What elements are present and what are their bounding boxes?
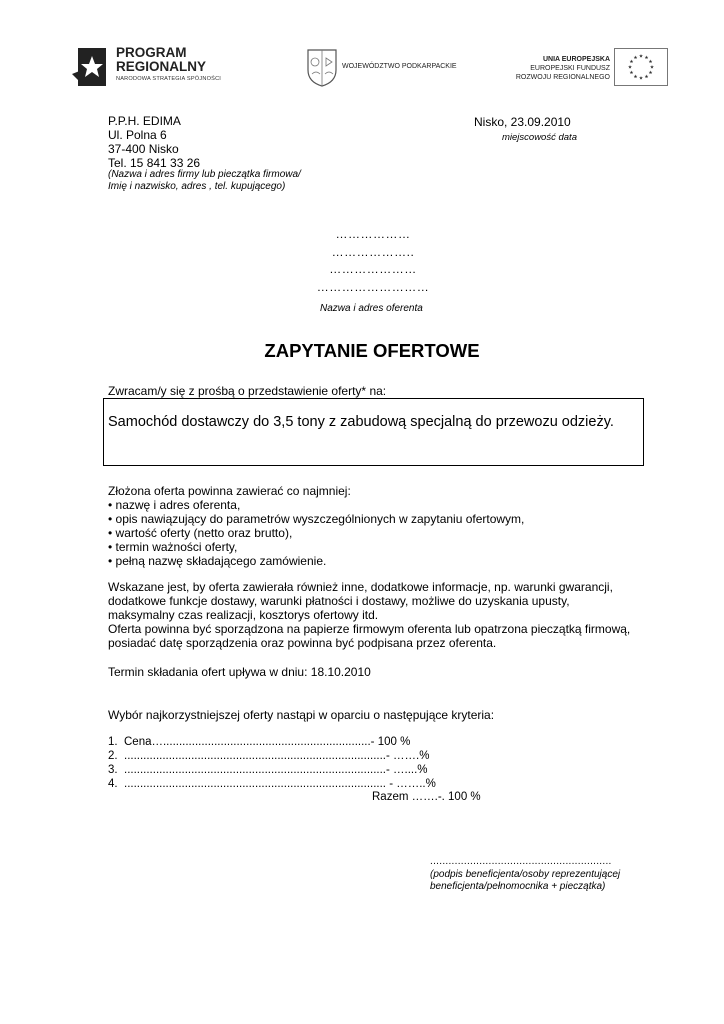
list-item: • opis nawiązujący do parametrów wyszczególnionych w zapytaniu ofertowym, <box>108 512 525 526</box>
program-title <box>116 46 206 74</box>
recipient-dots-line: ……………… <box>335 227 411 241</box>
sender-note-1: (Nazwa i adres firmy lub pieczątka firmowa/ <box>108 169 301 180</box>
eu-star <box>634 55 638 59</box>
criteria-number: 1. <box>108 736 118 748</box>
sender-block <box>108 115 301 193</box>
eu-star <box>634 75 638 79</box>
criteria-number: 2. <box>108 750 118 762</box>
eu-star <box>645 55 649 59</box>
recipient-label: Nazwa i adres oferenta <box>320 303 423 314</box>
additional-info-paragraph <box>108 580 630 650</box>
list-item: • pełną nazwę składającego zamówienie. <box>108 554 327 568</box>
program-subtitle: NARODOWA STRATEGIA SPÓJNOŚCI <box>116 76 222 82</box>
criteria-text: Cena….................................................................- 100 % <box>124 736 411 748</box>
deadline-text: Termin składania ofert upływa w dniu: 18.10.2010 <box>108 665 371 679</box>
request-box <box>103 398 644 466</box>
list-item: • wartość oferty (netto oraz brutto), <box>108 526 293 540</box>
recipient-dots-line: ……………………… <box>316 279 430 294</box>
coat-of-arms-icon <box>306 48 338 88</box>
eu-line2: EUROPEJSKI FUNDUSZ <box>530 65 610 72</box>
sender-street: Ul. Polna 6 <box>108 128 167 142</box>
signature-line: ........................................................... <box>430 856 612 867</box>
sender-note-2: Imię i nazwisko, adres , tel. kupującego) <box>108 181 286 192</box>
sender-name: P.P.H. EDIMA <box>108 114 181 128</box>
eu-star <box>649 71 653 75</box>
request-text: Samochód dostawczy do 3,5 tony z zabudową specjalną do przewozu odzieży. <box>108 414 614 430</box>
criteria-intro: Wybór najkorzystniejszej oferty nastąpi w oparciu o następujące kryteria: <box>108 708 495 722</box>
requirements-heading: Złożona oferta powinna zawierać co najmniej: <box>108 484 351 498</box>
criteria-text: .................................................................................. - ……..% <box>124 778 436 790</box>
eu-caption <box>496 55 610 82</box>
signature-label-line: (podpis beneficjenta/osoby reprezentującej <box>430 869 621 880</box>
list-item: • nazwę i adres oferenta, <box>108 498 241 512</box>
eu-line3: ROZWOJU REGIONALNEGO <box>515 74 610 81</box>
document-title: ZAPYTANIE OFERTOWE <box>264 340 480 361</box>
voivodeship-crest <box>306 48 338 88</box>
eu-star <box>628 65 632 69</box>
eu-star <box>650 65 654 69</box>
requirements-list <box>108 484 524 568</box>
eu-star <box>639 54 643 58</box>
recipient-dots-line: ………………… <box>329 262 417 276</box>
paragraph-line: dodatkowe funkcje dostawy, warunki płatności i dostawy, możliwe do uzyskania upusty, <box>108 594 570 608</box>
sender-city: 37-400 Nisko <box>108 142 179 156</box>
criteria-number: 4. <box>108 778 118 790</box>
signature-label-line: beneficjenta/pełnomocnika + pieczątka) <box>430 881 606 892</box>
eu-star <box>630 60 634 64</box>
eu-flag <box>614 48 668 86</box>
recipient-dots <box>300 226 446 296</box>
paragraph-line: Oferta powinna być sporządzona na papierze firmowym oferenta lub opatrzona pieczątką firmową, <box>108 622 631 636</box>
recipient-dots-line: ……………….. <box>331 244 415 259</box>
eu-star <box>639 76 643 80</box>
list-item: • termin ważności oferty, <box>108 540 238 554</box>
star-figure-icon <box>72 44 112 90</box>
criteria-number: 3. <box>108 764 118 776</box>
paragraph-line: Wskazane jest, by oferta zawierała również inne, dodatkowe informacje, np. warunki gwarancji, <box>108 580 613 594</box>
program-line1: PROGRAM <box>116 45 187 60</box>
paragraph-line: posiadać datę sporządzenia oraz powinna być podpisana przez oferenta. <box>108 636 497 650</box>
place-date: Nisko, 23.09.2010 <box>474 115 571 129</box>
eu-line1: UNIA EUROPEJSKA <box>542 56 610 63</box>
place-date-label: miejscowość data <box>502 132 577 143</box>
program-line2: REGIONALNY <box>116 59 207 74</box>
criteria-text: ..................................................................................- …….% <box>124 750 430 762</box>
eu-star <box>649 60 653 64</box>
eu-star <box>645 75 649 79</box>
intro-text: Zwracam/y się z prośbą o przedstawienie oferty* na: <box>108 384 387 398</box>
criteria-total: Razem …….-. 100 % <box>372 791 481 803</box>
voivodeship-name: WOJEWÓDZTWO PODKARPACKIE <box>342 63 457 70</box>
eu-stars-icon <box>615 49 667 85</box>
program-regionalny-logo <box>72 44 232 92</box>
eu-star <box>630 71 634 75</box>
sender-phone: Tel. 15 841 33 26 <box>108 156 201 170</box>
criteria-text: ..................................................................................- …....% <box>124 764 428 776</box>
signature-label <box>430 869 620 893</box>
paragraph-line: maksymalny czas realizacji, kosztorys ofertowy itd. <box>108 608 379 622</box>
